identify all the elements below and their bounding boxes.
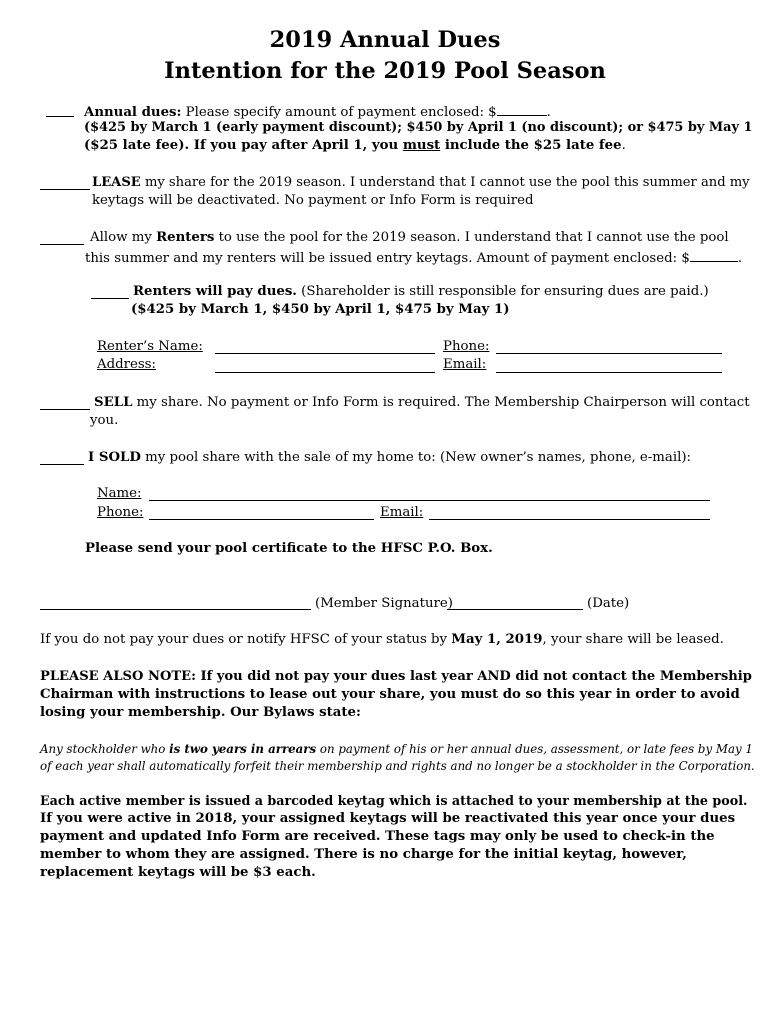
lease-line1: LEASE my share for the 2019 season. I understand that I cannot use the pool this summer and my [92,175,750,190]
renter-phone-field[interactable] [496,353,722,354]
sold-label: I SOLD [88,450,141,465]
annual-dues-text: Please specify amount of payment enclosed: $ [185,105,497,120]
keytag-line3: payment and updated Info Form are received. These tags may only be used to check-in the [40,829,715,844]
renters-pay-label: Renters will pay dues. [133,284,297,299]
sell-line2: you. [90,413,119,428]
keytag-line2: If you were active in 2018, your assigned keytags will be reactivated this year once your dues [40,811,736,826]
keytag-line5: replacement keytags will be $3 each. [40,865,316,880]
lease-label: LEASE [92,175,141,190]
renters-pay-line2: ($425 by March 1, $450 by April 1, $475 by May 1) [131,302,510,317]
renter-address-label: Address: [97,357,156,372]
annual-dues-line2: ($425 by March 1 (early payment discount); $450 by April 1 (no discount); or $475 by May 1 [84,120,753,135]
renters-line1: Allow my Renters to use the pool for the 2019 season. I understand that I cannot use the pool [90,230,729,245]
annual-dues-line3: ($25 late fee). If you pay after April 1, you must include the $25 late fee. [84,138,626,153]
deadline-notice: If you do not pay your dues or notify HFSC of your status by May 1, 2019, your share will be leased. [40,632,724,647]
renters-label: Renters [156,230,215,245]
page-title: 2019 Annual Dues [269,27,501,53]
must-emphasis: must [402,138,441,153]
date-label: (Date) [587,596,630,611]
bylaws-line2: of each year shall automatically forfeit their membership and rights and no longer be a stockholder in the Corporation. [40,759,755,773]
sell-line1: SELL my share. No payment or Info Form is required. The Membership Chairperson will contact [94,395,750,410]
annual-dues-label: Annual dues: [84,105,182,120]
renter-email-label: Email: [443,357,487,372]
lease-check-blank[interactable] [40,189,90,190]
renter-name-label: Renter’s Name: [97,339,203,354]
annual-dues-line1: Annual dues: Please specify amount of payment enclosed: $ . [84,101,551,122]
renters-amount-blank[interactable] [690,247,738,262]
renter-name-field[interactable] [215,353,435,354]
member-signature-field[interactable] [40,609,311,610]
new-owner-name-field[interactable] [149,500,710,501]
renters-pay-check-blank[interactable] [91,298,129,299]
new-owner-phone-field[interactable] [149,519,374,520]
deadline-date: May 1, 2019 [451,632,543,647]
renters-line2: this summer and my renters will be issued entry keytags. Amount of payment enclosed: $ . [85,247,742,268]
annual-dues-check-blank[interactable] [46,116,74,117]
sell-label: SELL [94,395,133,410]
bylaws-emphasis: is two years in arrears [169,742,317,756]
renter-phone-label: Phone: [443,339,490,354]
bylaws-line1: Any stockholder who is two years in arrears on payment of his or her annual dues, assessment, or late fees by May 1 [40,742,753,756]
sold-line1: I SOLD my pool share with the sale of my home to: (New owner’s names, phone, e-mail): [88,450,692,465]
please-note-line2: Chairman with instructions to lease out your share, you must do so this year in order to avoid [40,687,740,702]
renter-address-field[interactable] [215,372,435,373]
please-note-line3: losing your membership. Our Bylaws state: [40,705,361,720]
new-owner-name-label: Name: [97,486,142,501]
sell-check-blank[interactable] [40,409,90,410]
new-owner-email-field[interactable] [429,519,710,520]
page-subtitle: Intention for the 2019 Pool Season [164,58,606,84]
date-field[interactable] [447,609,583,610]
certificate-instruction: Please send your pool certificate to the HFSC P.O. Box. [85,541,493,556]
member-signature-label: (Member Signature) [315,596,453,611]
please-note-line1: PLEASE ALSO NOTE: If you did not pay your dues last year AND did not contact the Membership [40,669,752,684]
annual-dues-amount-blank[interactable] [497,101,547,116]
lease-line2: keytags will be deactivated. No payment or Info Form is required [92,193,534,208]
renters-check-blank[interactable] [40,244,84,245]
renter-email-field[interactable] [496,372,722,373]
renters-pay-line1: Renters will pay dues. (Shareholder is still responsible for ensuring dues are paid.) [133,284,709,299]
sold-check-blank[interactable] [40,464,84,465]
new-owner-email-label: Email: [380,505,424,520]
new-owner-phone-label: Phone: [97,505,144,520]
keytag-line4: member to whom they are assigned. There is no charge for the initial keytag, however, [40,847,687,862]
keytag-line1: Each active member is issued a barcoded keytag which is attached to your membership at the pool. [40,793,748,808]
